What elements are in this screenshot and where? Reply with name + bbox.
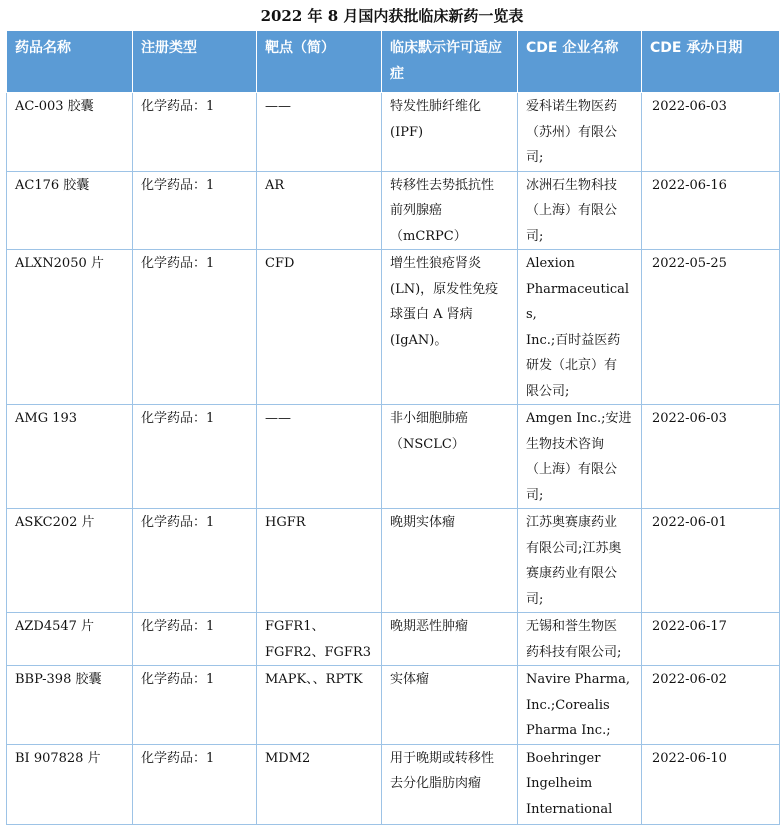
header-date: CDE 承办日期: [642, 31, 780, 93]
cell-drug-name: AC-003 胶囊: [7, 93, 133, 172]
table-row: [7, 93, 780, 172]
header-indication: 临床默示许可适应症: [382, 31, 518, 93]
header-drug-name: 药品名称: [7, 31, 133, 93]
cell-indication: 晚期恶性肿瘤: [382, 613, 518, 666]
cell-date: 2022-06-17: [642, 613, 780, 666]
drug-table-container: [6, 30, 779, 825]
cell-date: 2022-06-01: [642, 509, 780, 613]
cell-date: 2022-05-25: [642, 250, 780, 405]
table-body: [7, 93, 780, 825]
cell-registration-type: 化学药品：1: [133, 250, 257, 405]
cell-target: ——: [257, 405, 382, 509]
cell-registration-type: 化学药品：1: [133, 744, 257, 824]
table-row: [7, 171, 780, 250]
table-row: [7, 613, 780, 666]
cell-registration-type: 化学药品：1: [133, 666, 257, 745]
cell-indication: 增生性狼疮肾炎 (LN)，原发性免疫 球蛋白 A 肾病 (IgAN)。: [382, 250, 518, 405]
cell-date: 2022-06-03: [642, 405, 780, 509]
cell-target: CFD: [257, 250, 382, 405]
header-registration-type: 注册类型: [133, 31, 257, 93]
header-target: 靶点（简）: [257, 31, 382, 93]
table-row: [7, 509, 780, 613]
cell-company: Navire Pharma, Inc.;Corealis Pharma Inc.;: [518, 666, 642, 745]
cell-drug-name: ALXN2050 片: [7, 250, 133, 405]
cell-date: 2022-06-03: [642, 93, 780, 172]
cell-target: MDM2: [257, 744, 382, 824]
cell-registration-type: 化学药品：1: [133, 93, 257, 172]
cell-company: Amgen Inc.;安进 生物技术咨询 （上海）有限公 司;: [518, 405, 642, 509]
table-row: [7, 666, 780, 745]
header-row: [7, 31, 780, 93]
cell-drug-name: AC176 胶囊: [7, 171, 133, 250]
cell-date: 2022-06-10: [642, 744, 780, 824]
cell-company: 冰洲石生物科技 （上海）有限公 司;: [518, 171, 642, 250]
cell-drug-name: BI 907828 片: [7, 744, 133, 824]
cell-target: HGFR: [257, 509, 382, 613]
table-row: [7, 744, 780, 824]
drug-approval-table: [6, 30, 780, 825]
cell-date: 2022-06-16: [642, 171, 780, 250]
cell-drug-name: ASKC202 片: [7, 509, 133, 613]
cell-registration-type: 化学药品：1: [133, 405, 257, 509]
table-row: [7, 250, 780, 405]
page-title: 2022 年 8 月国内获批临床新药一览表: [260, 7, 524, 25]
header-company: CDE 企业名称: [518, 31, 642, 93]
cell-indication: 实体瘤: [382, 666, 518, 745]
cell-company: 爱科诺生物医药 （苏州）有限公 司;: [518, 93, 642, 172]
cell-indication: 晚期实体瘤: [382, 509, 518, 613]
table-row: [7, 405, 780, 509]
cell-company: 无锡和誉生物医 药科技有限公司;: [518, 613, 642, 666]
cell-drug-name: AZD4547 片: [7, 613, 133, 666]
cell-target: MAPK、、RPTK: [257, 666, 382, 745]
cell-indication: 转移性去势抵抗性 前列腺癌 （mCRPC）: [382, 171, 518, 250]
cell-registration-type: 化学药品：1: [133, 613, 257, 666]
cell-target: FGFR1、 FGFR2、FGFR3: [257, 613, 382, 666]
cell-indication: 用于晚期或转移性 去分化脂肪肉瘤: [382, 744, 518, 824]
cell-registration-type: 化学药品：1: [133, 509, 257, 613]
cell-drug-name: BBP-398 胶囊: [7, 666, 133, 745]
cell-target: ——: [257, 93, 382, 172]
cell-company: Boehringer Ingelheim International: [518, 744, 642, 824]
cell-company: 江苏奥赛康药业 有限公司;江苏奥 赛康药业有限公 司;: [518, 509, 642, 613]
cell-target: AR: [257, 171, 382, 250]
table-header: [7, 31, 780, 93]
cell-indication: 非小细胞肺癌 （NSCLC）: [382, 405, 518, 509]
cell-indication: 特发性肺纤维化 (IPF): [382, 93, 518, 172]
cell-registration-type: 化学药品：1: [133, 171, 257, 250]
cell-drug-name: AMG 193: [7, 405, 133, 509]
cell-date: 2022-06-02: [642, 666, 780, 745]
cell-company: Alexion Pharmaceuticals, Inc.;百时益医药 研发（北京）有 限公司;: [518, 250, 642, 405]
